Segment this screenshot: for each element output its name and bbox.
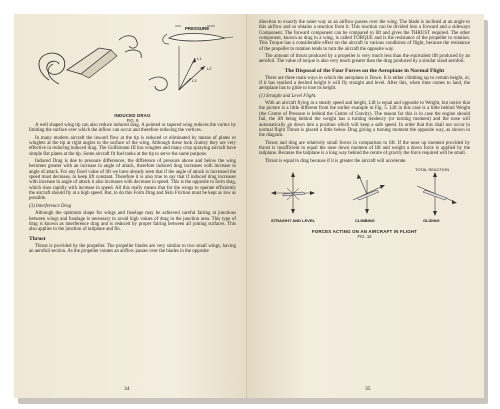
right-page xyxy=(247,14,484,398)
page-number-right: 35 xyxy=(365,386,371,392)
total-reaction-label: TOTAL REACTION xyxy=(415,166,450,172)
l1-label: L1 xyxy=(197,56,202,61)
figure-9-caption: INDUCED DRAG xyxy=(114,113,151,118)
l3-label: L3 xyxy=(192,78,197,83)
induced-drag-illustration xyxy=(29,20,237,108)
page-number-left: 34 xyxy=(124,386,130,392)
paragraph-straight-level: With an aircraft flying at a steady speed and height, Lift is equal and opposite to Weight, but notice that the picture is a little different from the earlier example in Fig. 5. Lift in this case is a little behind Weight (the Centre of Pressure is behind the Centre of Gravity). The reason for this is in case the engine should fail, the lift being behind the weight has a turning tendency (or turning moment) and the nose will automatically go down into a position which will keep a safe speed. In order that this shall not occur in normal flight Thrust is placed a little below Drag giving a turning moment the opposite way, as shown in the diagram. xyxy=(259,101,470,139)
paragraph-winglets: In many modern aircraft the inward flow at the tip is reduced or eliminated by means of plates or winglets at the tip at right angles to the surface of the wing. Although these look clumsy they are very effective in reducing induced drag. The Gulfstream III has winglets and many crop spraying aircraft have simple flat plates at the tip. Some aircraft fit fuel tanks at the tip to serve the same purpose. xyxy=(29,135,236,157)
figure-10-number: FIG. 10 xyxy=(357,233,372,239)
straight-level-label: STRAIGHT AND LEVEL xyxy=(271,217,316,223)
figure-induced-drag xyxy=(29,20,236,123)
gliding-label: GLIDING xyxy=(423,217,440,223)
pressure-label: PRESSURE xyxy=(185,26,210,31)
paragraph-wing-tip: A well shaped wing tip can also reduce induced drag. A pointed or tapered wing reduces the vortex by limiting the surface over which the inflow can occur and therefore reducing the vortices. xyxy=(29,123,236,134)
paragraph-thrust: Thrust is provided by the propeller. The propeller blades are very similar to two small wings, having an aerofoil section. As the propeller rotates an airflow passes over the blades in the opposite xyxy=(29,243,236,254)
open-book xyxy=(14,14,484,398)
subheading-interference-drag: (3) Interference Drag xyxy=(29,203,72,209)
paragraph-thrust-equals-drag: Thrust is equal to drag because if it is greater the aircraft will accelerate. xyxy=(265,158,407,164)
paragraph-disposal: There are three main ways in which the aeroplane is flown. It is either climbing up to certain height, or, if it has reached a desired height it will fly straight and level. After this, when time comes to land, the aeroplane has to glide to lose its height. xyxy=(259,75,470,92)
figure-9-number: FIG. 9 xyxy=(126,118,139,123)
paragraph-torque: direction to exactly the same way as an airflow passes over the wing. The blade is inclined at an angle to this airflow and so obtains a reaction from it. This reaction can be divided into a forward and a sideways Component. The forward component can be compared to lift and gives the THRUST required. The other component, known as drag in a wing, is called TORQUE and is the resistance of the propeller to rotation. This Torque has a considerable effect on the aircraft in various conditions of flight, because the resistance of the propeller to rotation tends to turn the aircraft the opposite way. xyxy=(259,20,470,52)
figure-forces xyxy=(259,166,470,239)
paragraph-interference-drag: Although the optimum shape for wings and fuselage may be achieved careful fairing at junctions between wings and fuselage is necessary to avoid high values of drag in the junction area. This type of drag is known as interference drag and is reduced by proper fairing between all joining surfaces. This also applies to the junction of tailplane and fin. xyxy=(29,211,236,233)
climbing-label: CLIMBING xyxy=(355,217,375,223)
figure-10-caption: FORCES ACTING ON AN AIRCRAFT IN FLIGHT xyxy=(311,228,418,234)
heading-thrust: Thrust xyxy=(29,235,46,242)
subheading-straight-level: (1) Straight and Level Flight. xyxy=(259,93,317,99)
left-page xyxy=(14,14,247,398)
paragraph-thrust-amount: The amount of thrust produced by a propeller is very much less than the equivalent lift produced by an aerofoil. The value of torque is also very much greater than the drag produced by a similar sized aerofoil. xyxy=(259,54,470,65)
l2-label: L2 xyxy=(207,66,212,71)
forces-illustration xyxy=(259,166,470,224)
heading-disposal-of-forces: The Disposal of the Four Forces on the Aeroplane in Normal Flight xyxy=(284,67,445,74)
paragraph-tailplane: Thrust and drag are relatively small forces in comparison to lift. If the nose up moment provided by thrust is insufficient to equal the nose down moment of lift and weight a down force is applied by the tailplane. Because the tailplane is a long way behind the centre of gravity the force required will be small. xyxy=(259,140,470,157)
paragraph-induced-drag: Induced Drag is due to pressure differences, the difference of pressure above and below the wing becomes greater with an increase in angle of attack, therefore induced drag increases with increase in angle of attack. For any fixed value of lift we have already seen that if the angle of attack is increased the speed must decrease, to keep lift constant. Therefore it is also true to say that if induced drag increases with increase in angle of attack it also increases with decrease in speed. This is the opposite to form drag, which rises rapidly with increase in speed. All this really means that for the wings to operate efficiently the aircraft should fly at a high speed. But, to do this Form Drag and Skin Friction must be kept as low as possible. xyxy=(29,159,236,202)
